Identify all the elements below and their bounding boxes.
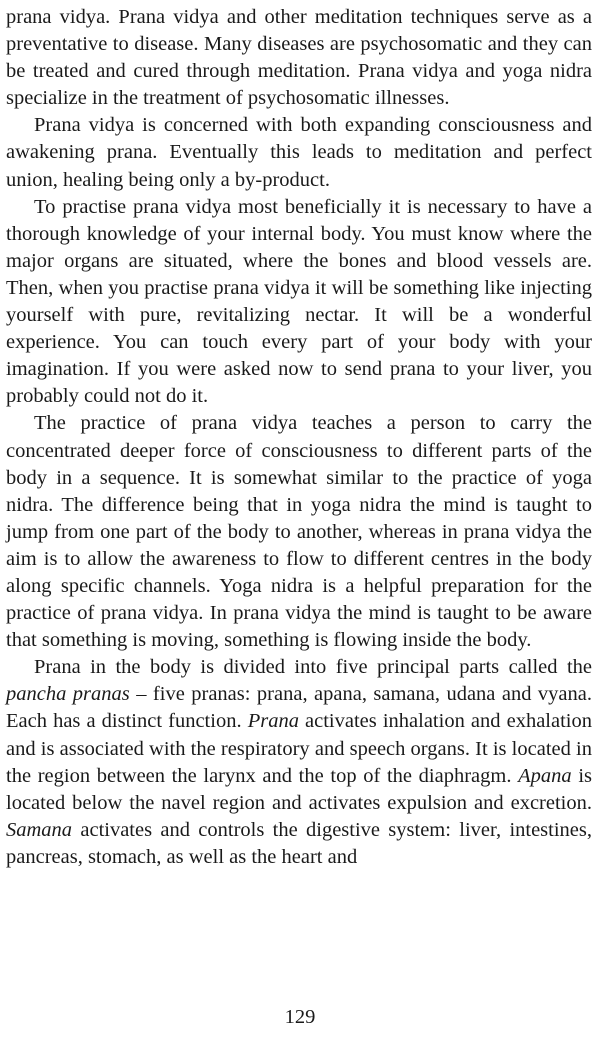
paragraph-3-text: To practise prana vidya most beneficially it is necessary to have a thorough knowledge of your internal body. You must know where the major organs are situated, where the bones and blood vessels are. Then, when you practise prana vidya it will be something like injecting yourself with pure, revitalizing nectar. It will be a wonderful experience. You can touch every part of your body with your imagination. If you were asked now to send prana to your liver, you probably could not do it. (6, 195, 592, 408)
paragraph-4-text: The practice of prana vidya teaches a person to carry the concentrated deeper force of consciousness to different parts of the body in a sequence. It is somewhat similar to the practice of yoga nidra. The difference being that in yoga nidra the mind is taught to jump from one part of the body to another, whereas in prana vidya the aim is to allow the awareness to flow to different centres in the body along specific channels. Yoga nidra is a helpful preparation for the practice of prana vidya. In prana vidya the mind is taught to be aware that something is moving, something is flowing inside the body. (6, 412, 592, 652)
page-number: 129 (284, 1006, 316, 1028)
paragraph-1-text: prana vidya. Prana vidya and other meditation techniques serve as a preventative to disease. Many diseases are psychosomatic and they can be treated and cured through meditation. Prana vidya and yoga nidra specialize in the treatment of psychosomatic illnesses. (6, 6, 592, 110)
paragraph-2 (6, 112, 592, 193)
paragraph-3 (6, 194, 592, 411)
term-pancha-pranas: pancha pranas (6, 683, 130, 706)
paragraph-5-text-d: is located below the navel region and activates expulsion and excretion. (6, 764, 592, 814)
term-samana: Samana (6, 818, 73, 841)
paragraph-5-text-a: Prana in the body is divided into five principal parts called the (34, 656, 592, 679)
paragraph-1 (6, 4, 592, 112)
paragraph-5-text-e: activates and controls the digestive system: liver, intestines, pancreas, stomach, as well as the heart and (6, 818, 592, 868)
term-prana: Prana (247, 710, 299, 733)
paragraph-2-text: Prana vidya is concerned with both expanding consciousness and awakening prana. Eventually this leads to meditation and perfect union, healing being only a by-product. (6, 114, 592, 191)
page-body (6, 4, 592, 871)
paragraph-5-text-b: – five pranas: prana, apana, samana, udana and vyana. Each has a distinct function. (6, 683, 592, 733)
paragraph-5-text-c: activates inhalation and exhalation and is associated with the respiratory and speech organs. It is located in the region between the larynx and the top of the diaphragm. (6, 710, 592, 787)
paragraph-4 (6, 410, 592, 654)
paragraph-5 (6, 654, 592, 871)
term-apana: Apana (518, 764, 572, 787)
